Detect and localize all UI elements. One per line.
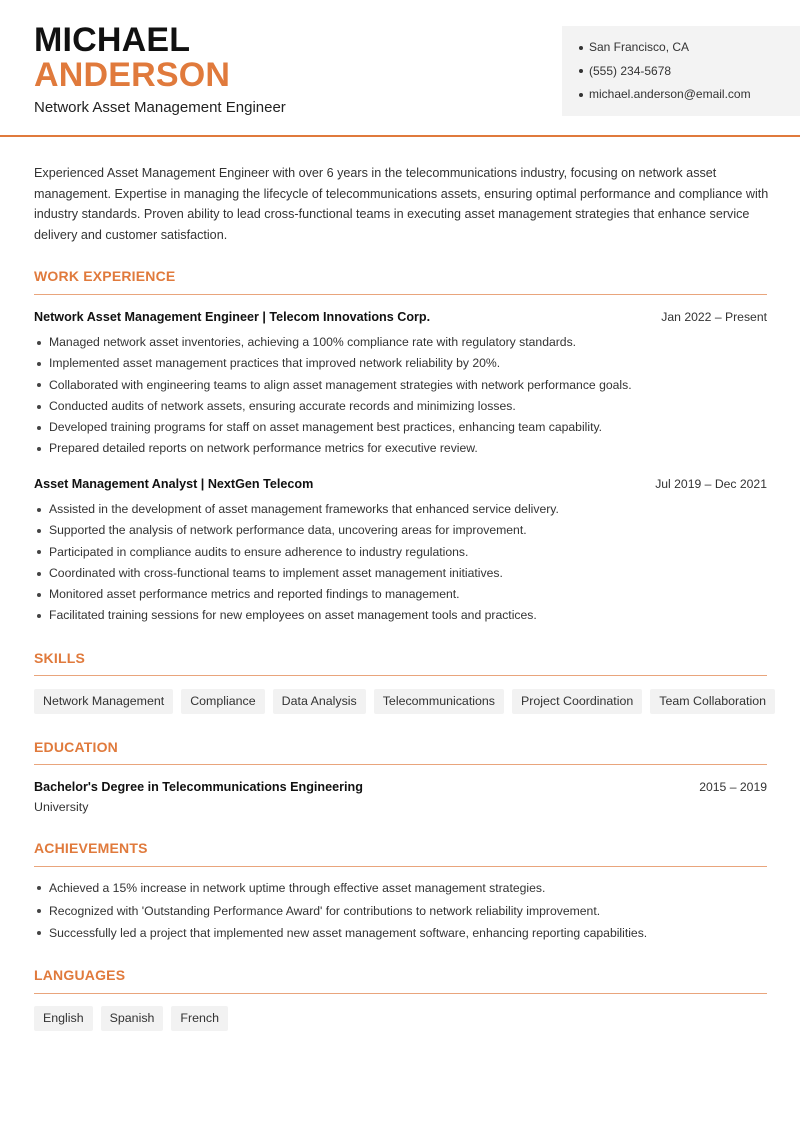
list-item: Coordinated with cross-functional teams to implement asset management initiatives. [34, 563, 769, 584]
skill-tag: Project Coordination [512, 689, 642, 714]
bullet-icon [37, 529, 41, 533]
list-item: Participated in compliance audits to ensure adherence to industry regulations. [34, 542, 769, 563]
list-item: Assisted in the development of asset management frameworks that enhanced service delivery. [34, 499, 769, 520]
education-heading: EDUCATION [34, 739, 118, 755]
bullet-icon [37, 341, 41, 345]
bullet-icon [37, 614, 41, 618]
job-title: Network Asset Management Engineer [34, 99, 286, 116]
section-divider [34, 675, 767, 676]
bullet-icon [37, 593, 41, 597]
job-2-dates: Jul 2019 – Dec 2021 [655, 477, 767, 491]
list-item: Monitored asset performance metrics and reported findings to management. [34, 584, 769, 605]
list-item: Supported the analysis of network performance data, uncovering areas for improvement. [34, 520, 769, 541]
bullet-icon [579, 46, 583, 50]
bullet-icon [37, 550, 41, 554]
list-item: Facilitated training sessions for new employees on asset management tools and practices. [34, 605, 769, 626]
list-item: Conducted audits of network assets, ensuring accurate records and minimizing losses. [34, 396, 769, 417]
last-name: ANDERSON [34, 56, 231, 94]
bullet-icon [37, 931, 41, 935]
contact-box [562, 26, 800, 116]
achievements-heading: ACHIEVEMENTS [34, 840, 148, 856]
bullet-icon [37, 572, 41, 576]
skill-tag: Team Collaboration [650, 689, 775, 714]
bullet-icon [37, 405, 41, 409]
language-tag: Spanish [101, 1006, 164, 1031]
job-2-bullets [34, 499, 769, 627]
bullet-icon [37, 426, 41, 430]
skills-heading: SKILLS [34, 650, 85, 666]
bullet-icon [37, 909, 41, 913]
skill-tag: Data Analysis [273, 689, 366, 714]
skill-tag: Network Management [34, 689, 173, 714]
job-1-title: Network Asset Management Engineer | Telecom Innovations Corp. [34, 310, 431, 324]
language-tag: English [34, 1006, 93, 1031]
list-item: Prepared detailed reports on network performance metrics for executive review. [34, 438, 769, 459]
section-divider [34, 993, 767, 994]
list-item: Recognized with 'Outstanding Performance Award' for contributions to network reliability improvement. [34, 900, 769, 923]
achievements-list [34, 877, 769, 945]
list-item: Collaborated with engineering teams to align asset management strategies with network performance goals. [34, 375, 769, 396]
language-tags [34, 1006, 228, 1031]
bullet-icon [37, 362, 41, 366]
bullet-icon [37, 447, 41, 451]
section-divider [34, 764, 767, 765]
list-item: Managed network asset inventories, achieving a 100% compliance rate with regulatory standards. [34, 332, 769, 353]
skill-tag: Telecommunications [374, 689, 504, 714]
bullet-icon [37, 886, 41, 890]
skills-tags [34, 689, 775, 714]
summary-paragraph: Experienced Asset Management Engineer with over 6 years in the telecommunications industry, focusing on network asset management. Expertise in managing the lifecycle of telecommunications assets, ensuring optimal performance and compliance with industry standards. Proven ability to lead cross-functional teams in executing asset management strategies that enhance service delivery and customer satisfaction. [34, 166, 769, 243]
job-1-bullets [34, 332, 769, 460]
list-item: Successfully led a project that implemented new asset management software, enhancing reporting capabilities. [34, 922, 769, 945]
contact-phone: (555) 234-5678 [579, 60, 800, 84]
degree-title: Bachelor's Degree in Telecommunications Engineering [34, 780, 363, 794]
languages-heading: LANGUAGES [34, 967, 126, 983]
first-name: MICHAEL [34, 21, 191, 59]
bullet-icon [579, 69, 583, 73]
education-dates: 2015 – 2019 [699, 780, 767, 794]
resume-header [0, 0, 800, 137]
list-item: Developed training programs for staff on asset management best practices, enhancing team capability. [34, 417, 769, 438]
language-tag: French [171, 1006, 228, 1031]
section-divider [34, 866, 767, 867]
list-item: Achieved a 15% increase in network uptime through effective asset management strategies. [34, 877, 769, 900]
skill-tag: Compliance [181, 689, 264, 714]
job-2-title: Asset Management Analyst | NextGen Telecom [34, 477, 314, 491]
bullet-icon [37, 508, 41, 512]
contact-location: San Francisco, CA [579, 36, 800, 60]
work-experience-heading: WORK EXPERIENCE [34, 268, 176, 284]
school-name: University [34, 800, 89, 814]
list-item: Implemented asset management practices that improved network reliability by 20%. [34, 353, 769, 374]
bullet-icon [579, 93, 583, 97]
job-1-dates: Jan 2022 – Present [661, 310, 767, 324]
section-divider [34, 294, 767, 295]
contact-email: michael.anderson@email.com [579, 83, 800, 107]
bullet-icon [37, 383, 41, 387]
